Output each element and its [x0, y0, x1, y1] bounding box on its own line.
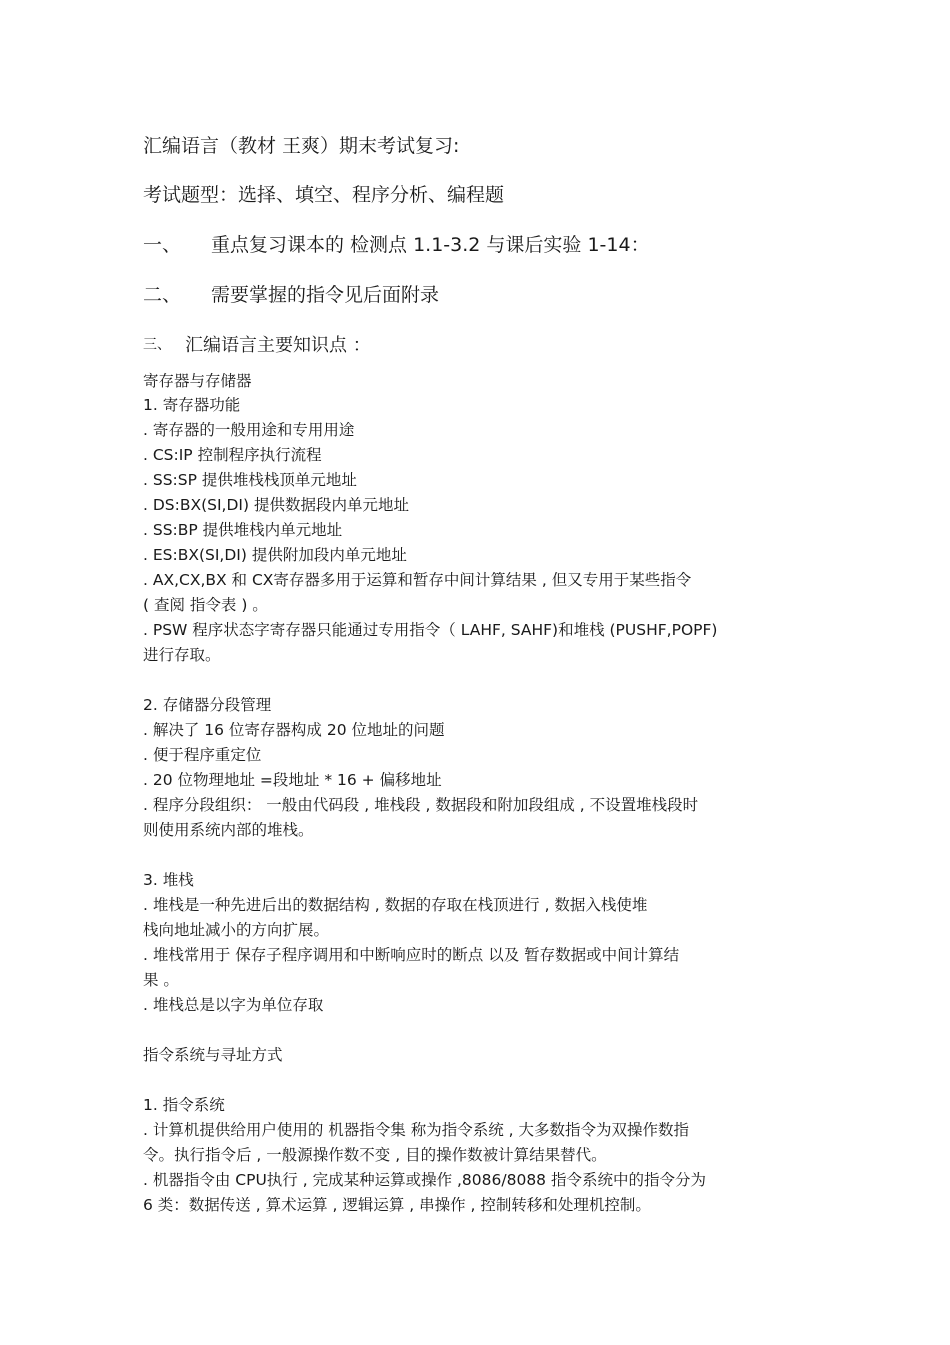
section-heading-instructions: 指令系统与寻址方式	[143, 1046, 283, 1064]
doc-title: 汇编语言（教材 王爽）期末考试复习:	[143, 135, 460, 157]
outline-number: 二、	[143, 284, 182, 306]
text-line: . PSW 程序状态字寄存器只能通过专用指令（ LAHF, SAHF)和堆栈 (PUSHF,POPF)	[143, 621, 718, 639]
outline-text: 需要掌握的指令见后面附录	[211, 284, 440, 306]
text-line: . 机器指令由 CPU执行 , 完成某种运算或操作 ,8086/8088 指令系统中的指令分为	[143, 1171, 706, 1189]
text-line: . SS:SP 提供堆栈栈顶单元地址	[143, 471, 357, 489]
text-line: . 便于程序重定位	[143, 746, 262, 764]
text-line: . 解决了 16 位寄存器构成 20 位地址的问题	[143, 721, 445, 739]
subheading-instruction-system: 1. 指令系统	[143, 1096, 225, 1114]
text-line: . 计算机提供给用户使用的 机器指令集 称为指令系统 , 大多数指令为双操作数指	[143, 1121, 689, 1139]
text-line: . 程序分段组织： 一般由代码段 , 堆栈段 , 数据段和附加段组成 , 不设置堆栈段时	[143, 796, 699, 814]
text-line: 果 。	[143, 971, 179, 989]
subheading-register-functions: 1. 寄存器功能	[143, 396, 241, 414]
subheading-memory-segmentation: 2. 存储器分段管理	[143, 696, 272, 714]
section-heading-registers: 寄存器与存储器	[143, 372, 252, 390]
text-line: ( 查阅 指令表 ) 。	[143, 596, 268, 614]
text-line: . 20 位物理地址 =段地址 * 16 + 偏移地址	[143, 771, 442, 789]
text-line: 令。执行指令后 , 一般源操作数不变 , 目的操作数被计算结果替代。	[143, 1146, 607, 1164]
text-line: 栈向地址减小的方向扩展。	[143, 921, 330, 939]
outline-number: 一、	[143, 234, 182, 256]
outline-text: 汇编语言主要知识点 ：	[185, 335, 371, 356]
text-line: . 堆栈是一种先进后出的数据结构 , 数据的存取在栈顶进行 , 数据入栈使堆	[143, 896, 648, 914]
text-line: . 寄存器的一般用途和专用用途	[143, 421, 355, 439]
subheading-stack: 3. 堆栈	[143, 871, 194, 889]
text-line: . 堆栈常用于 保存子程序调用和中断响应时的断点 以及 暂存数据或中间计算结	[143, 946, 680, 964]
outline-text: 重点复习课本的 检测点 1.1-3.2 与课后实验 1-14：	[211, 234, 650, 256]
text-line: . CS:IP 控制程序执行流程	[143, 446, 322, 464]
text-line: 进行存取。	[143, 646, 221, 664]
exam-types: 考试题型：选择、填空、程序分析、编程题	[143, 184, 505, 206]
text-line: . AX,CX,BX 和 CX寄存器多用于运算和暂存中间计算结果 , 但又专用于某些指令	[143, 571, 692, 589]
text-line: 则使用系统内部的堆栈。	[143, 821, 314, 839]
text-line: . SS:BP 提供堆栈内单元地址	[143, 521, 343, 539]
text-line: 6 类：数据传送 , 算术运算 , 逻辑运算 , 串操作 , 控制转移和处理机控制。	[143, 1196, 651, 1214]
text-line: . ES:BX(SI,DI) 提供附加段内单元地址	[143, 546, 407, 564]
text-line: . DS:BX(SI,DI) 提供数据段内单元地址	[143, 496, 409, 514]
outline-number: 三、	[143, 337, 171, 353]
text-line: . 堆栈总是以字为单位存取	[143, 996, 324, 1014]
